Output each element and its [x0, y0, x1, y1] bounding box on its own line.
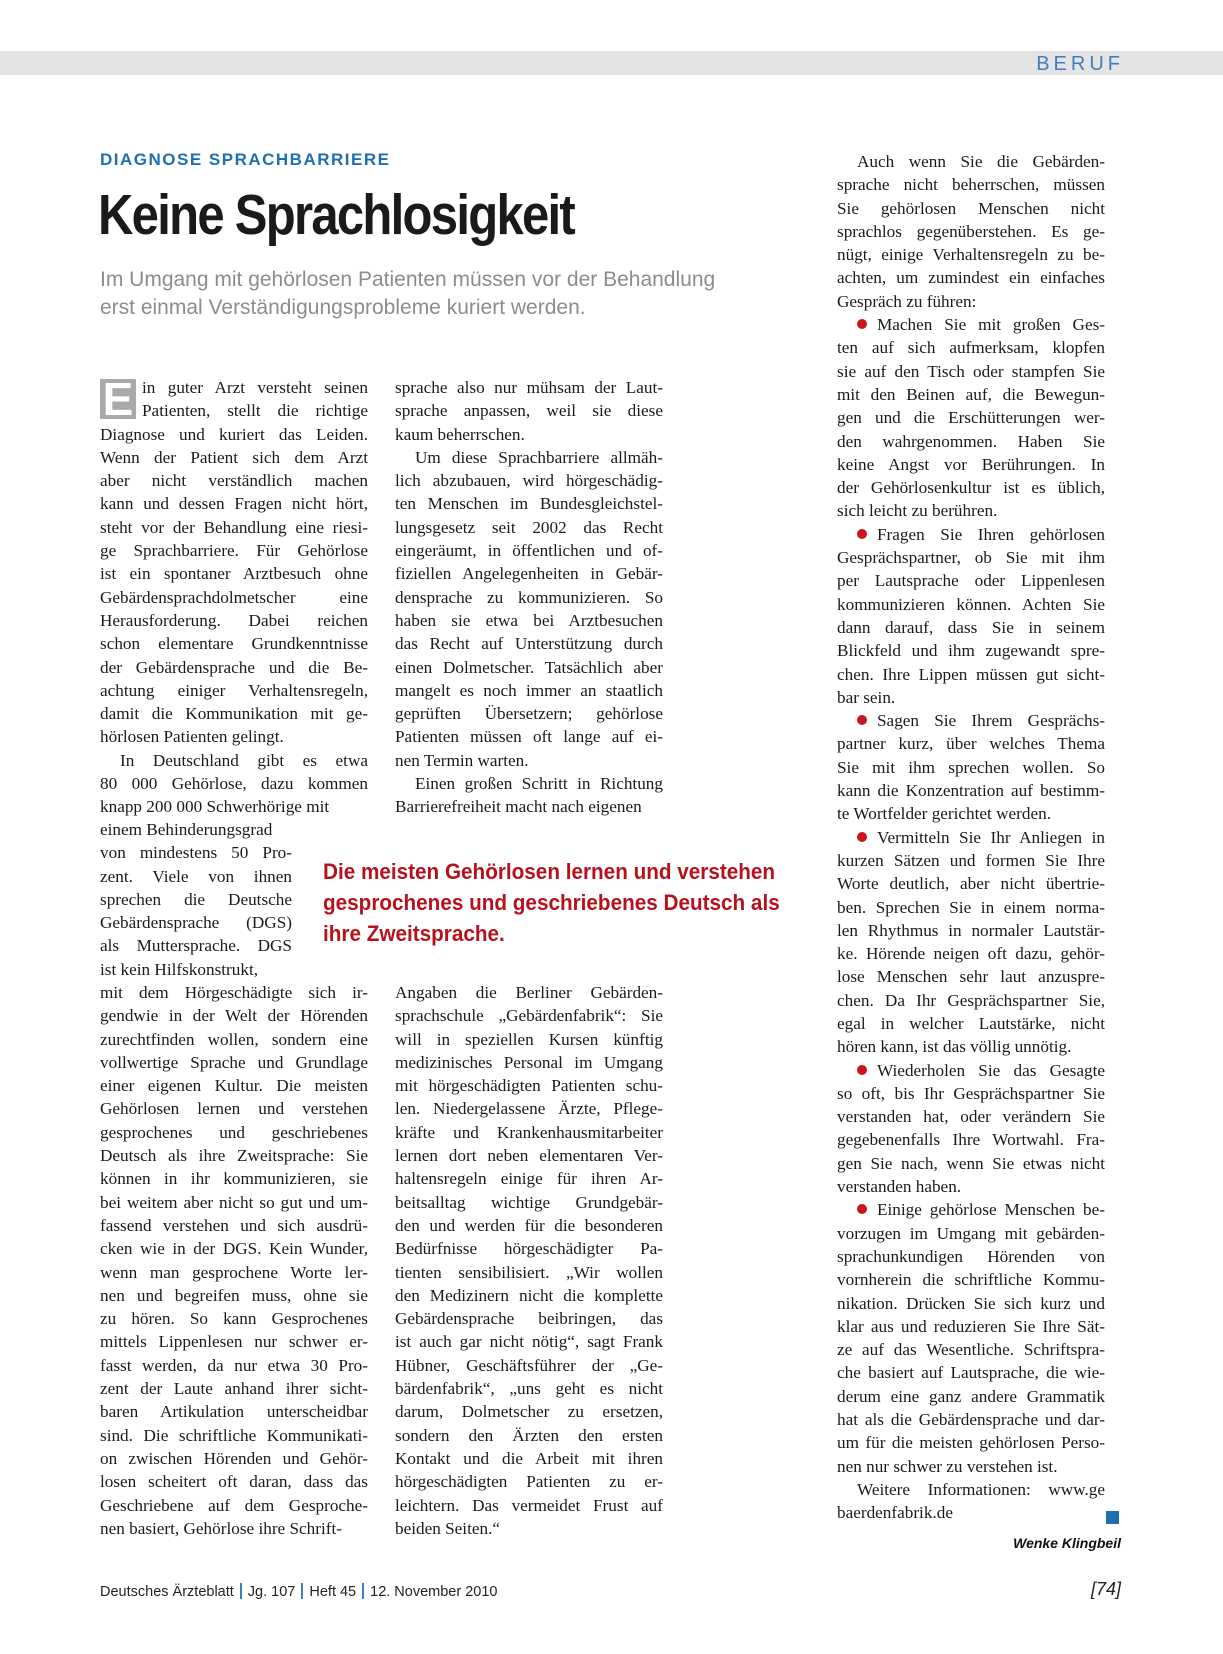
text-line: kurzen Sätzen und formen Sie Ihre: [837, 850, 1105, 870]
text-line: Bedürfnisse hörgeschädigter Pa-: [395, 1239, 663, 1259]
bullet-text: Sagen Sie Ihrem Gesprächs-: [877, 711, 1105, 731]
text-line: sprache anpassen, weil sie diese: [395, 401, 663, 421]
text-line: mittels Lippenlesen nur schwer er-: [100, 1332, 368, 1352]
text-line: bei weitem aber nicht so gut und um-: [100, 1192, 368, 1212]
text-line: der Gebärdensprache und die Be-: [100, 657, 368, 677]
bullet-icon: [857, 715, 867, 725]
article-kicker: DIAGNOSE SPRACHBARRIERE: [100, 150, 391, 169]
text-line: schon elementare Grundkenntnisse: [100, 634, 368, 654]
text-line: verstanden haben.: [837, 1177, 962, 1197]
text-line: nen und begreifen muss, ohne sie: [100, 1285, 368, 1305]
text-line: che basiert auf Lautsprache, die wie-: [837, 1363, 1105, 1383]
text-line: baerdenfabrik.de: [837, 1503, 953, 1523]
bullet-icon: [857, 1204, 867, 1214]
text-line: sie auf den Tisch oder stampfen Sie: [837, 361, 1105, 381]
page-number: [74]: [1090, 1579, 1121, 1599]
text-line: beiden Seiten.“: [395, 1518, 500, 1538]
text-line: vornherein die schriftliche Kommu-: [837, 1270, 1105, 1290]
text-line: knapp 200 000 Schwerhörige mit: [100, 797, 330, 817]
text-line: ze auf das Wesentliche. Schriftspra-: [837, 1340, 1105, 1360]
text-line: partner kurz, über welches Thema: [837, 734, 1105, 754]
text-line: Kontakt und die Arbeit mit ihren: [395, 1448, 663, 1468]
text-line: Geschriebene auf dem Gesproche-: [100, 1495, 368, 1515]
text-line: chen. Da Ihr Gesprächspartner Sie,: [837, 990, 1105, 1010]
text-line: einer eigenen Kultur. Die meisten: [100, 1076, 368, 1096]
text-line: egal in welcher Lautstärke, nicht: [837, 1013, 1105, 1033]
text-line: sprachschule „Gebärdenfabrik“: Sie: [395, 1006, 663, 1026]
text-line: damit die Kommunikation mit ge-: [100, 704, 368, 724]
text-line: [837, 1059, 1105, 1082]
text-line: lernen dort neben elementaren Ver-: [395, 1146, 663, 1166]
text-line: keine Angst vor Berührungen. In: [837, 454, 1105, 474]
text-line: medizinisches Personal im Umgang: [395, 1052, 663, 1072]
text-line: bar sein.: [837, 687, 896, 707]
bullet-text: Wiederholen Sie das Gesagte: [877, 1060, 1105, 1080]
text-line: losen scheitert oft daran, dass das: [100, 1472, 368, 1492]
text-line: [837, 313, 1105, 336]
lead-line: erst einmal Verständigungsprobleme kuriert werden.: [100, 296, 586, 319]
text-line: [837, 826, 1105, 849]
text-line: In Deutschland gibt es etwa: [120, 750, 368, 770]
section-bar: [0, 51, 1223, 75]
column-1-narrow: [100, 818, 292, 981]
text-line: fiziellen Angelegenheiten in Gebär-: [395, 564, 663, 584]
text-line: len Rhythmus in normaler Lautstär-: [837, 920, 1105, 940]
text-line: hat als die Gebärdensprache und dar-: [837, 1410, 1105, 1430]
text-line: gendwie in der Welt der Hörenden: [100, 1006, 368, 1026]
text-line: um für die meisten gehörlosen Perso-: [837, 1433, 1105, 1453]
text-line: ke. Hörende neigen oft dazu, gehör-: [837, 944, 1105, 964]
text-line: Worte deutlich, aber nicht übertrie-: [837, 874, 1105, 894]
text-line: von mindestens 50 Pro-: [100, 843, 292, 863]
pull-quote-line: ihre Zweitsprache.: [323, 921, 505, 946]
pull-quote-line: gesprochenes und geschriebenes Deutsch als: [323, 890, 780, 915]
text-line: den und werden für die besonderen: [395, 1215, 663, 1235]
text-line: gesprochenes und geschriebenes: [100, 1122, 368, 1142]
end-mark: [1106, 1511, 1119, 1524]
text-line: den Medizinern nicht die komplette: [395, 1285, 663, 1305]
bullet-icon: [857, 832, 867, 842]
text-line: kräfte und Krankenhausmitarbeiter: [395, 1122, 663, 1142]
text-line: kommunizieren können. Achten Sie: [837, 594, 1105, 614]
text-line: nen basiert, Gehörlose ihre Schrift-: [100, 1518, 342, 1538]
text-line: eingeräumt, in öffentlichen und of-: [395, 541, 663, 561]
text-line: Gesprächspartner, ob Sie mit ihm: [837, 548, 1105, 568]
text-line: sondern den Ärzten den ersten: [395, 1425, 663, 1445]
text-line: Patienten müssen oft lange auf ei-: [395, 727, 663, 747]
text-line: tienten sensibilisiert. „Wir wollen: [395, 1262, 663, 1282]
text-line: zent der Laute anhand ihrer sicht-: [100, 1379, 368, 1399]
text-line: Sie mit ihm sprechen wollen. So: [837, 757, 1105, 777]
text-line: nügt, einige Verhaltensregeln zu be-: [837, 245, 1105, 265]
text-line: Sie gehörlosen Menschen nicht: [837, 198, 1105, 218]
article-headline: Keine Sprachlosigkeit: [98, 183, 575, 247]
text-line: das Recht auf Unterstützung durch: [395, 634, 663, 654]
text-line: Gebärdensprache (DGS): [100, 913, 292, 933]
text-line: darum, Dolmetscher zu ersetzen,: [395, 1402, 663, 1422]
text-line: te Wortfelder gerichtet werden.: [837, 804, 1051, 824]
text-line: ist ein spontaner Arztbesuch ohne: [100, 564, 368, 584]
text-line: gen und die Erschütterungen wer-: [837, 408, 1105, 428]
text-line: cken wie in der DGS. Kein Wunder,: [100, 1239, 368, 1259]
pull-quote-line: Die meisten Gehörlosen lernen und verstehen: [323, 859, 776, 884]
text-line: hörlosen Patienten gelingt.: [100, 727, 284, 747]
column-1-bottom: [100, 981, 368, 1540]
text-line: hörgeschädigten Patienten zu er-: [395, 1472, 663, 1492]
bullet-icon: [857, 529, 867, 539]
page-footer: [100, 1583, 497, 1600]
text-line: 80 000 Gehörlose, dazu kommen: [100, 774, 368, 794]
text-line: Gebärdensprache beibringen, das: [395, 1309, 663, 1329]
text-line: Einen großen Schritt in Richtung: [415, 774, 663, 794]
text-line: Wenn der Patient sich dem Arzt: [100, 447, 368, 467]
text-line: Auch wenn Sie die Gebärden-: [857, 152, 1105, 171]
text-line: ben. Sprechen Sie in einem norma-: [837, 897, 1105, 917]
text-line: sich leicht zu berühren.: [837, 501, 998, 521]
bullet-text: Fragen Sie Ihren gehörlosen: [877, 524, 1105, 544]
text-line: aber nicht verständlich machen: [100, 471, 368, 491]
text-line: können in ihr kommunizieren, sie: [100, 1169, 368, 1189]
text-line: kaum beherrschen.: [395, 424, 525, 444]
text-line: fassend verstehen und sich ausdrü-: [100, 1215, 368, 1235]
text-line: ten auf sich aufmerksam, klopfen: [837, 338, 1105, 358]
text-line: steht vor der Behandlung eine riesi-: [100, 517, 368, 537]
author-byline: Wenke Klingbeil: [1013, 1535, 1121, 1551]
text-line: sprache also nur mühsam der Laut-: [395, 378, 663, 397]
text-line: einem Behinderungsgrad: [100, 820, 273, 839]
text-line: sprechen die Deutsche: [100, 889, 292, 909]
footer-issue: Heft 45: [309, 1584, 357, 1600]
text-line: [837, 709, 1105, 732]
text-line: ist auch gar nicht nötig“, sagt Frank: [395, 1332, 663, 1352]
text-line: klar aus und reduzieren Sie Ihre Sät-: [837, 1316, 1105, 1336]
text-line: ten Menschen im Bundesgleichstel-: [395, 494, 663, 514]
text-line: Patienten, stellt die richtige: [142, 401, 368, 421]
article-lead: [100, 266, 800, 322]
footer-separator: [301, 1583, 303, 1599]
column-3: [837, 150, 1105, 1525]
text-line: lose Menschen sehr laut anzuspre-: [837, 967, 1105, 987]
text-line: so oft, bis Ihr Gesprächspartner Sie: [837, 1083, 1105, 1103]
text-line: vorzugen im Umgang mit gebärden-: [837, 1223, 1105, 1243]
text-line: derum eine ganz andere Grammatik: [837, 1386, 1105, 1406]
text-line: haben sie etwa bei Arztbesuchen: [395, 610, 663, 630]
text-line: als Muttersprache. DGS: [100, 936, 292, 956]
text-line: mit den Beinen auf, die Bewegun-: [837, 384, 1105, 404]
text-line: geprüften Übersetzern; gehörlose: [395, 704, 663, 724]
text-line: achten, um zumindest ein einfaches: [837, 268, 1105, 288]
text-line: sprachlos gegenüberstehen. Es ge-: [837, 221, 1105, 241]
text-line: Diagnose und kuriert das Leiden.: [100, 424, 368, 444]
text-line: Gespräch zu führen:: [837, 291, 977, 311]
text-line: chen. Ihre Lippen müssen gut sicht-: [837, 664, 1105, 684]
text-line: zurechtfinden wollen, sondern eine: [100, 1029, 368, 1049]
text-line: Um diese Sprachbarriere allmäh-: [415, 447, 663, 467]
text-line: mit hörgeschädigten Patienten schu-: [395, 1076, 663, 1096]
text-line: Gehörlosen lernen und verstehen: [100, 1099, 368, 1119]
text-line: Hübner, Geschäftsführer der „Ge-: [395, 1355, 663, 1375]
text-line: zent. Viele von ihnen: [100, 866, 292, 886]
text-line: nen Termin warten.: [395, 750, 529, 770]
text-line: fasst werden, da nur etwa 30 Pro-: [100, 1355, 368, 1375]
text-line: haltensregeln einige für ihren Ar-: [395, 1169, 663, 1189]
text-line: nen nur schwer zu verstehen ist.: [837, 1456, 1058, 1476]
text-line: wenn man gesprochene Worte ler-: [100, 1262, 368, 1282]
pull-quote: [323, 856, 783, 949]
text-line: mit dem Hörgeschädigte sich ir-: [100, 983, 368, 1002]
text-line: lungsgesetz seit 2002 das Recht: [395, 517, 663, 537]
text-line: achtung einiger Verhaltensregeln,: [100, 680, 368, 700]
text-line: len. Niedergelassene Ärzte, Pflege-: [395, 1099, 663, 1119]
text-line: Deutsch als ihre Zweitsprache: Sie: [100, 1146, 368, 1166]
text-line: Weitere Informationen: www.ge: [857, 1479, 1105, 1499]
text-line: on zwischen Hörenden und Gehör-: [100, 1448, 368, 1468]
text-line: der Gehörlosenkultur ist es üblich,: [837, 478, 1105, 498]
footer-publication: Deutsches Ärzteblatt: [100, 1584, 234, 1600]
text-line: einen Dolmetscher. Tatsächlich aber: [395, 657, 663, 677]
text-line: hören kann, ist das völlig unnötig.: [837, 1037, 1072, 1057]
text-line: Gebärdensprachdolmetscher eine: [100, 587, 368, 607]
column-1-top: [100, 373, 368, 819]
text-line: beitsalltag wichtige Grundgebär-: [395, 1192, 663, 1212]
bullet-text: Vermitteln Sie Ihr Anliegen in: [877, 827, 1105, 847]
drop-cap: E: [100, 379, 136, 419]
text-line: dann darauf, dass Sie in seinem: [837, 617, 1105, 637]
text-line: sprache nicht beherrschen, müssen: [837, 175, 1105, 195]
footer-separator: [362, 1583, 364, 1599]
text-line: bärdenfabrik“, „uns geht es nicht: [395, 1379, 663, 1399]
text-line: kann die Konzentration auf bestimm-: [837, 781, 1105, 801]
column-2-top: [395, 376, 663, 819]
text-line: vollwertige Sprache und Grundlage: [100, 1052, 368, 1072]
text-line: leichtern. Das vermeidet Frust auf: [395, 1495, 663, 1515]
bullet-text: Einige gehörlose Menschen be-: [877, 1200, 1105, 1220]
text-line: sind. Die schriftliche Kommunikati-: [100, 1425, 368, 1445]
text-line: densprache zu kommunizieren. So: [395, 587, 663, 607]
column-2-bottom: [395, 981, 663, 1540]
lead-line: Im Umgang mit gehörlosen Patienten müssen vor der Behandlung: [100, 268, 716, 291]
section-label: BERUF: [1036, 53, 1124, 75]
footer-volume: Jg. 107: [247, 1584, 296, 1600]
text-line: gegebenenfalls Ihre Wortwahl. Fra-: [837, 1130, 1105, 1150]
text-line: in guter Arzt versteht seinen: [142, 378, 368, 397]
text-line: [837, 523, 1105, 546]
text-line: verstanden hat, oder verändern Sie: [837, 1107, 1105, 1127]
text-line: sprachunkundigen Hörenden von: [837, 1246, 1105, 1266]
footer-separator: [240, 1583, 242, 1599]
text-line: per Lautsprache oder Lippenlesen: [837, 571, 1105, 591]
footer-date: 12. November 2010: [370, 1584, 498, 1600]
text-line: mangelt es noch immer an staatlich: [395, 680, 663, 700]
text-line: ge Sprachbarriere. Für Gehörlose: [100, 541, 368, 561]
text-line: zu hören. So kann Gesprochenes: [100, 1309, 368, 1329]
text-line: ist kein Hilfskonstrukt,: [100, 959, 259, 979]
text-line: Angaben die Berliner Gebärden-: [395, 983, 663, 1002]
text-line: baren Artikulation unterscheidbar: [100, 1402, 368, 1422]
text-line: [837, 1198, 1105, 1221]
text-line: gen Sie nach, wenn Sie etwas nicht: [837, 1153, 1105, 1173]
text-line: kann und dessen Fragen nicht hört,: [100, 494, 368, 514]
bullet-text: Machen Sie mit großen Ges-: [877, 315, 1105, 335]
text-line: Barrierefreiheit macht nach eigenen: [395, 797, 642, 817]
bullet-icon: [857, 1065, 867, 1075]
text-line: Herausforderung. Dabei reichen: [100, 610, 368, 630]
text-line: lich abzubauen, wird hörgeschädig-: [395, 471, 663, 491]
text-line: Blickfeld und ihm zugewandt spre-: [837, 641, 1105, 661]
text-line: den wahrgenommen. Haben Sie: [837, 431, 1105, 451]
bullet-icon: [857, 319, 867, 329]
text-line: will in speziellen Kursen künftig: [395, 1029, 663, 1049]
text-line: nikation. Drücken Sie sich kurz und: [837, 1293, 1105, 1313]
